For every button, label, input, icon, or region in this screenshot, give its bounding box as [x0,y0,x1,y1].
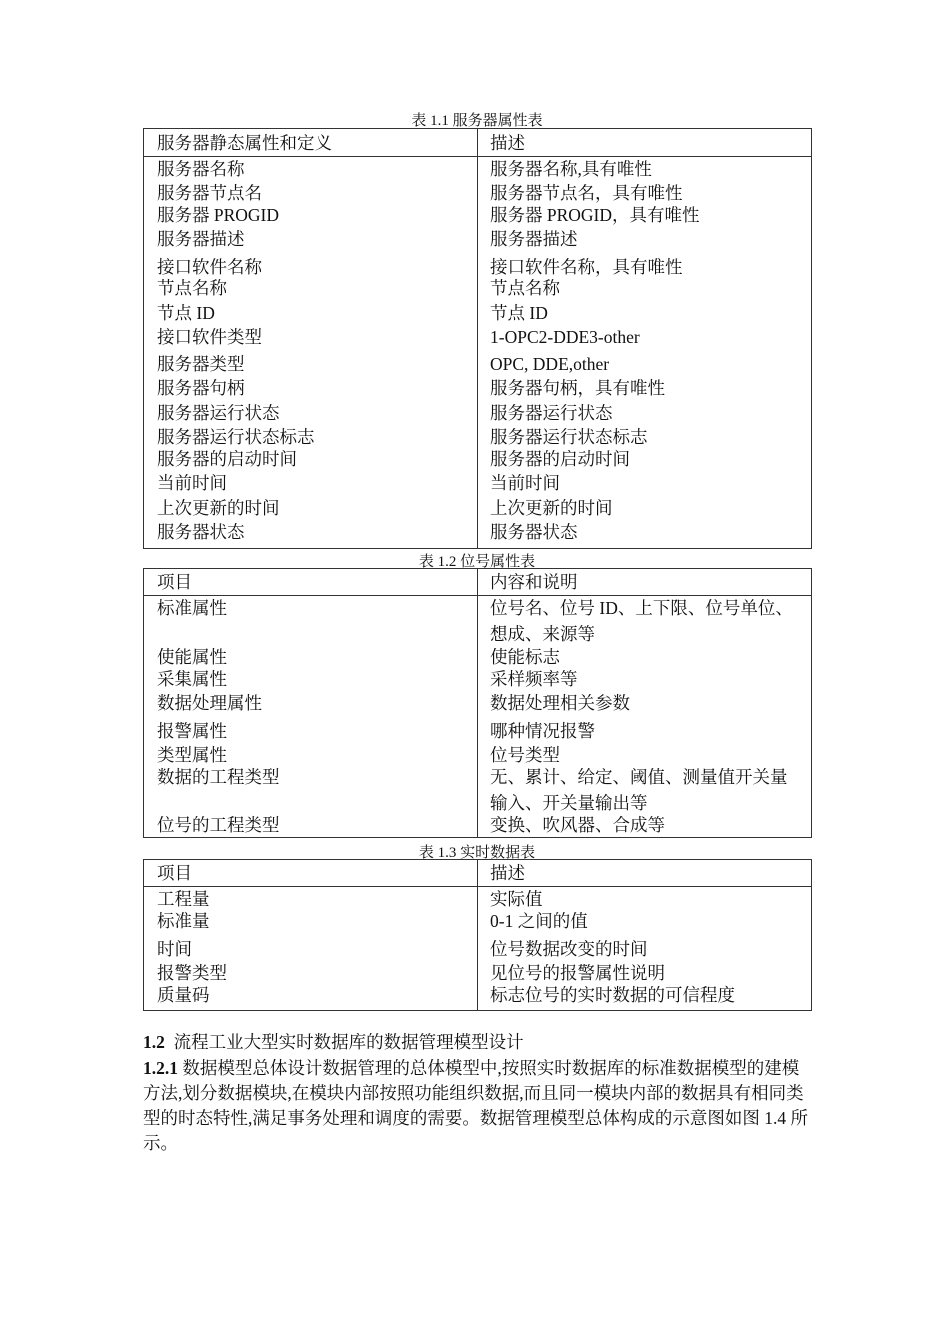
table2-cell: 报警属性 [157,721,227,741]
table2-cell: 类型属性 [157,745,227,765]
table1-cell: OPC, DDE,other [490,354,610,374]
table1-cell: 服务器状态 [490,522,578,542]
table1-cell: 接口软件名称，具有唯性 [490,257,683,277]
table1-cell: 服务器的启动时间 [490,449,630,469]
table1-cell: 服务器句柄，具有唯性 [490,378,665,398]
table2-cell: 位号的工程类型 [157,815,280,835]
table1-cell: 服务器运行状态标志 [490,427,648,447]
table2-cell: 变换、吹风器、合成等 [490,815,665,835]
table3-caption: 表 1.3 实时数据表 [418,845,536,861]
table2-cell: 采集属性 [157,669,227,689]
table2-cell: 采样频率等 [490,669,578,689]
table2-cell: 无、累计、给定、阈值、测量值开关量输入、开关量输出等 [490,767,788,813]
table3-header-col2: 描述 [490,863,525,883]
table1-cell: 服务器描述 [490,229,578,249]
table3-cell: 标准量 [157,911,210,931]
table2-cell: 位号名、位号 ID、上下限、位号单位、想成、来源等 [490,598,793,644]
server-attributes-table [143,128,812,549]
table1-cell: 服务器 PROGID [157,205,280,225]
table3-cell: 质量码 [157,985,210,1005]
table1-cell: 接口软件名称 [157,257,262,277]
table1-caption: 表 1.1 服务器属性表 [411,113,543,129]
table1-cell: 服务器名称,具有唯性 [490,159,652,179]
table1-cell: 服务器名称 [157,159,245,179]
table2-header-col2: 内容和说明 [490,572,578,592]
table1-cell: 上次更新的时间 [490,498,613,518]
table1-cell: 服务器运行状态 [157,403,280,423]
table2-header-col1: 项目 [157,572,192,592]
table1-cell: 1-OPC2-DDE3-other [490,327,640,347]
section-number: 1.2 [143,1032,165,1052]
table3-cell: 工程量 [157,889,210,909]
table1-cell: 当前时间 [157,473,227,493]
section-paragraph [143,1056,811,1156]
table1-cell: 节点 ID [490,303,548,323]
table3-cell: 时间 [157,939,192,959]
table1-header-col1: 服务器静态属性和定义 [157,133,332,153]
table1-cell: 服务器类型 [157,354,245,374]
table1-cell: 当前时间 [490,473,560,493]
table2-cell: 数据的工程类型 [157,767,280,787]
table1-cell: 服务器运行状态 [490,403,613,423]
table1-cell: 节点名称 [490,278,560,298]
table2-cell: 使能标志 [490,647,560,667]
table2-cell: 哪种情况报警 [490,721,595,741]
table1-cell: 节点 ID [157,303,215,323]
paragraph-body: 数据模型总体设计数据管理的总体模型中,按照实时数据库的标准数据模型的建模方法,划分数据模块,在模块内部按照功能组织数据,而且同一模块内部的数据具有相同类型的时态特性,满足事务处理和调度的需要。数据管理模型总体构成的示意图如图 1.4 所示。 [143,1058,808,1153]
table2-cell: 使能属性 [157,647,227,667]
table1-cell: 服务器描述 [157,229,245,249]
table3-cell: 标志位号的实时数据的可信程度 [490,985,735,1005]
table1-cell: 节点名称 [157,278,227,298]
table2-cell: 数据处理相关参数 [490,693,630,713]
table3-cell: 0-1 之间的值 [490,911,588,931]
table1-cell: 服务器节点名 [157,183,262,203]
realtime-data-table [143,859,812,1011]
table2-cell: 位号类型 [490,745,560,765]
table2-cell: 标准属性 [157,598,227,618]
subsection-number: 1.2.1 [143,1058,178,1078]
table1-cell: 服务器状态 [157,522,245,542]
table1-cell: 服务器节点名，具有唯性 [490,183,683,203]
tag-attributes-table [143,568,812,838]
table1-cell: 服务器句柄 [157,378,245,398]
table1-cell: 服务器的启动时间 [157,449,297,469]
table3-cell: 位号数据改变的时间 [490,939,648,959]
table1-cell: 上次更新的时间 [157,498,280,518]
table1-cell: 服务器 PROGID，具有唯性 [490,205,700,225]
table3-cell: 实际值 [490,889,543,909]
table1-cell: 接口软件类型 [157,327,262,347]
table3-cell: 报警类型 [157,963,227,983]
section-heading [143,1030,811,1055]
table1-header-col2: 描述 [490,133,525,153]
table3-header-col1: 项目 [157,863,192,883]
section-title: 流程工业大型实时数据库的数据管理模型设计 [173,1032,524,1052]
table1-cell: 服务器运行状态标志 [157,427,315,447]
table2-caption: 表 1.2 位号属性表 [418,554,536,570]
table2-cell: 数据处理属性 [157,693,262,713]
table3-cell: 见位号的报警属性说明 [490,963,665,983]
